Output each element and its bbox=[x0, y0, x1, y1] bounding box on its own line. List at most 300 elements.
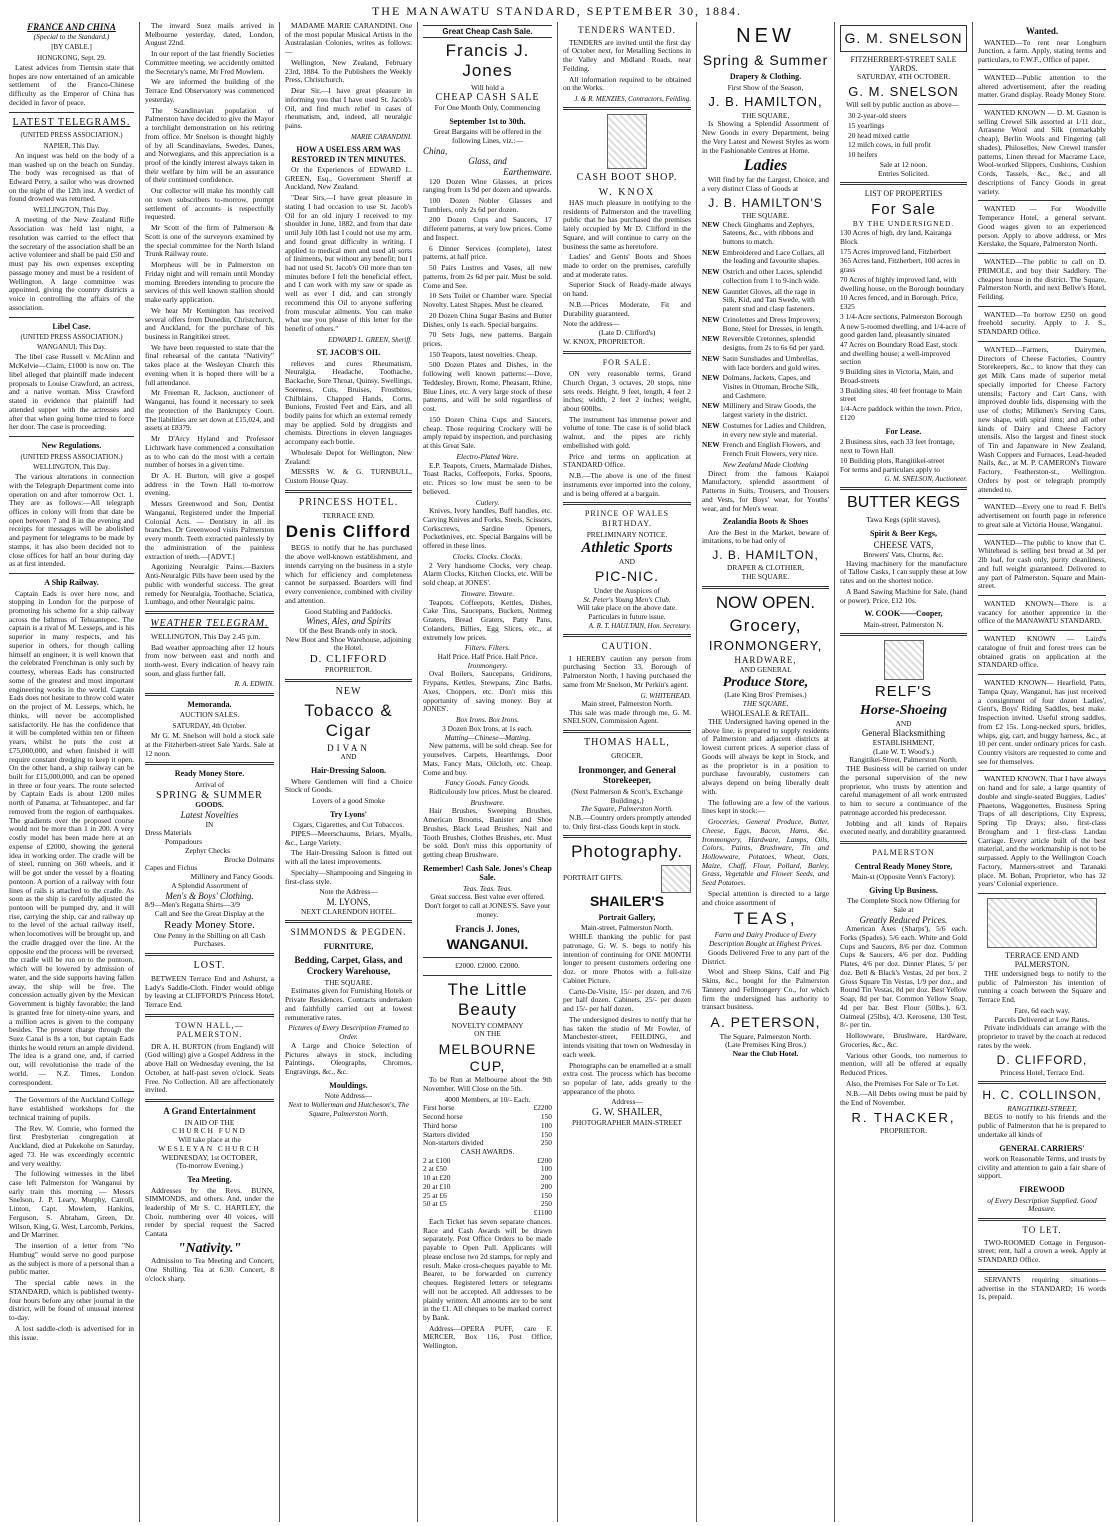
ad-line: FITZHERBERT-STREET SALE YARDS. bbox=[850, 54, 957, 73]
news-item: We hear Mr Kemington has received several offers from Dunedin, Christchurch, and Auckland, for the purchase of his business in Rangitikei street. bbox=[145, 305, 274, 341]
ad-text: Is Showing a Splendid Assortment of New Goods in every Department, being the Very Latest and Newest Styles as worn in the Fashionable Centres at Home. bbox=[702, 119, 829, 155]
ad-line: Good Stabling and Paddocks. bbox=[304, 606, 393, 616]
ad-line: Portrait Gallery, bbox=[598, 913, 656, 923]
divider bbox=[9, 317, 134, 318]
ad-headline: TENDERS WANTED. bbox=[578, 25, 676, 35]
list-item: 9 Building sites in Victoria, Main, and Broad-streets bbox=[840, 367, 954, 385]
ad-line: GENERAL CARRIERS' bbox=[999, 1143, 1085, 1153]
divider bbox=[978, 1218, 1106, 1221]
new-label: NEW bbox=[702, 401, 720, 411]
byline: [BY CABLE.] bbox=[51, 43, 92, 52]
article-text: Mr G. M. Snelson will hold a stock sale at the Fitzherbert-street Sale Yards. Sale at 12 noon. bbox=[145, 731, 274, 758]
ad-text: THE Undersigned having opened in the above line, is prepared to supply residents of Palmerston and adjacent districts at lowest current prices. A superior class of Goods will always be kept in Stock, and as the proprietor is in a position to purchase favourably, customers can always depend on being liberally dealt with. bbox=[702, 717, 829, 796]
ad-line: CASH AWARDS. bbox=[460, 1147, 515, 1157]
ad-text: Or the Experiences of EDWARD L. GREEN, Esq., Government Sheriff at Auckland, New Zealand. bbox=[285, 164, 412, 192]
ad-line: IN AID OF THE bbox=[184, 1117, 235, 1127]
headline-latest-telegrams: LATEST TELEGRAMS. bbox=[12, 116, 131, 128]
dateline: NAPIER, This Day. bbox=[43, 141, 100, 150]
ad-headline: Ready Money Store. bbox=[174, 769, 245, 779]
ad-headline: Wanted. bbox=[1025, 26, 1059, 36]
ad-line: "Nativity." bbox=[177, 1240, 242, 1256]
ad-text: Hair Brushes, Sweeping Brushes, American Brooms, Banister and Shoe Brushes, Black Lead Brushes, Nail and Tooth Brushes, Clothes Brushes, etc. Must be sold. Don't miss this opportunity of getting cheap Brushware. bbox=[423, 806, 552, 860]
ad-line: IRONMONGERY, bbox=[708, 637, 823, 653]
divider bbox=[978, 306, 1106, 307]
ad-line: Millinery and Fancy Goods. bbox=[190, 872, 274, 882]
new-label: NEW bbox=[702, 267, 720, 277]
list-item: 3 1/4-Acre sections, Palmerston Borough bbox=[840, 311, 963, 321]
ad-text: 50 Pairs Lustres and Vases, all new patterns, from 2s 6d per pair. Must be sold. Come and See. bbox=[423, 263, 552, 290]
ad-line: Latest Novelties bbox=[180, 810, 239, 821]
ad-line: Central Ready Money Store, bbox=[854, 861, 953, 871]
owl-illustration bbox=[607, 114, 647, 169]
ad-headline: TO LET. bbox=[1022, 1225, 1062, 1236]
divider bbox=[9, 573, 134, 574]
news-item: A lost saddle-cloth is advertised for in this issue. bbox=[9, 1323, 134, 1342]
article-text: A meeting of the New Zealand Rifle Association was held last night, a resolution was carried to the effect that the secretary of the association shall be an active volunteer and shall be paid £50 and must pay his own expenses excepting passage money and must be a resident of Wellington. A large committee was appointed, giving the country districts a voice in controlling the affairs of the association. bbox=[9, 215, 134, 312]
ad-line: September 1st to 30th. bbox=[449, 116, 526, 126]
ad-headline: LIST OF PROPERTIES bbox=[864, 189, 943, 199]
ad-line: Matting—Chinese—Matting. bbox=[444, 732, 531, 742]
ad-line: THE SQUARE. bbox=[741, 210, 790, 220]
ad-text: 120 Dozen Wine Glasses, at prices ranging from 1s 9d per dozen and upwards. bbox=[423, 176, 552, 195]
ad-line: Athletic Sports bbox=[581, 539, 673, 556]
ad-text: Knives, Ivory handles, Buff handles, etc. Carving Knives and Forks, Steels, Scissors, Corkscrews, Sardine Openers, Pocketknives, etc. Special Bargains will be offered in these lines. bbox=[423, 506, 552, 551]
ad-text: 20 Dozen China Sugar Basins and Butter Dishes, only 1s each. Special bargains. bbox=[423, 310, 552, 329]
divider bbox=[563, 351, 691, 354]
column-3 bbox=[280, 22, 418, 1522]
ad-line: Francis J. Jones, bbox=[455, 923, 520, 934]
ad-line: Farm and Dairy Produce of Every Description Bought at Highest Prices. bbox=[708, 930, 823, 949]
ad-text: Superior Stock of Ready-made always on hand. bbox=[563, 280, 691, 299]
new-label: NEW bbox=[702, 334, 720, 344]
ad-text: The following are a few of the various lines kept in stock:— bbox=[702, 797, 829, 816]
list-item bbox=[702, 355, 829, 372]
ad-line: W. KNOX bbox=[598, 187, 656, 199]
article-text: Bad weather approaching after 12 hours from now between east and north and north-west. Every indication of heavy rain soon, and glass further fall. bbox=[145, 642, 274, 678]
ad-line: Giving Up Business. bbox=[869, 885, 938, 895]
signature: J. & R. MENZIES, Contractors, Feilding. bbox=[574, 95, 691, 104]
ad-text: 2 Very handsome Clocks, very cheap. Alarm Clocks, Kitchen Clocks, etc. Will be sold cheap, at JONES'. bbox=[423, 560, 552, 588]
divider bbox=[563, 107, 691, 110]
ad-headline: NEW bbox=[335, 685, 362, 697]
ad-line: ON THE bbox=[474, 1029, 501, 1039]
list-item-text: Ostrich and other Laces, splendid collection from 1 to 9-inch wide. bbox=[722, 267, 822, 285]
cash-label: 50 at £5 bbox=[423, 1199, 447, 1209]
ad-line: Electro-Plated Ware. bbox=[456, 451, 519, 461]
camera-illustration bbox=[661, 865, 691, 893]
ad-line: Entries Solicited. bbox=[878, 168, 929, 178]
ad-text: 6 Dinner Services (complete), latest patterns, at half price. bbox=[423, 243, 552, 262]
ad-text: A Band Sawing Machine for Sale, (hand or power). Price, £12 10s. bbox=[840, 586, 967, 605]
ad-line: Box Irons. Box Irons. bbox=[456, 715, 519, 725]
ad-line: D. CLIFFORD, bbox=[996, 1052, 1088, 1067]
ad-headline: Great Cheap Cash Sale. bbox=[423, 25, 552, 38]
ad-text: Wool and Sheep Skins, Calf and Pig Skins, &c., bought for the Palmerston Tannery and Fellmongery Co., for which firm the undersigned has authority to transact business. bbox=[702, 967, 829, 1012]
ad-line: Pompadours bbox=[165, 837, 202, 847]
ad-line: Try Lyons' bbox=[330, 809, 367, 819]
divider bbox=[840, 633, 967, 636]
ad-line: Horse-Shoeing bbox=[859, 703, 948, 719]
ad-text: BEGS to notify that he has purchased the above well-known establishment, and intends carrying on the business in a style which for efficiency and completeness cannot be surpassed. Boarders will find every convenience, combined with civility and attention. bbox=[285, 543, 412, 605]
ad-text: N.B.—Country orders promptly attended to. Only first-class Goods kept in stock. bbox=[563, 813, 691, 831]
ad-line: AND bbox=[340, 752, 357, 762]
news-item: The insertion of a letter from "No Humbug" would serve no good purpose as the subject is more of a personal than a public matter. bbox=[9, 1241, 134, 1277]
ad-text: Hollowware, Brushware, Hardware, Groceries, &c., &c. bbox=[840, 1031, 967, 1049]
ad-line: WANGANUI. bbox=[446, 936, 529, 953]
list-item bbox=[702, 221, 829, 247]
ad-text: Teapots, Coffeepots, Kettles, Dishes, Cake Tins, Saucepans, Buckets, Nutmeg Graters, Bread Graters, Patty Pans, Colanders, Billies, Egg Slices, etc., at extremely low prices. bbox=[423, 597, 552, 642]
ad-text: N.B.—Prices Moderate, Fit and Durability guaranteed. bbox=[563, 299, 691, 318]
prize-value: 150 bbox=[540, 1129, 552, 1139]
ad-text: All information required to be obtained on the Works. bbox=[563, 74, 691, 93]
headline-libel-case: Libel Case. bbox=[52, 321, 91, 331]
cash-value: 250 bbox=[540, 1199, 552, 1209]
article-text: Latest advices from Tientsin state that hopes are now entertained of an amicable settlement of the Franco-Chinese difficulty as the Emperor of China has decided in favor of peace. bbox=[9, 62, 134, 107]
ad-line: PIC-NIC. bbox=[595, 568, 659, 585]
ad-line: Rangitikei-Street, Palmerston North. bbox=[849, 755, 958, 765]
news-item: The special cable news in the STANDARD, which is published twenty-four hours before any other journal in the district, will be found of unusual interest to-day. bbox=[9, 1278, 134, 1323]
prize-value: 150 bbox=[540, 1112, 552, 1122]
list-item bbox=[702, 288, 829, 314]
ad-line: Lovers of a good Smoke bbox=[312, 795, 385, 805]
classified-ad: WANTED — For Woodville Temperance Hotel, a general servant. Good wages given to an experienced person. Apply to above address, or Mrs Kerslake, the Square, Palmerston North. bbox=[978, 204, 1106, 249]
list-item-text: Reversible Cretonnes, splendid designs, from 2s to 6s 6d per yard. bbox=[722, 334, 825, 353]
ad-line: WEDNESDAY, 1st OCTOBER, bbox=[161, 1152, 258, 1162]
divider bbox=[9, 436, 134, 437]
ad-line: MELBOURNE CUP, bbox=[438, 1041, 537, 1074]
ad-text: 150 Dozen China Cups and Saucers, cheap. Those requiring Crockery will be amply repaid by inspection, and purchasing at this Great Sale. bbox=[423, 414, 552, 451]
new-label: NEW bbox=[702, 219, 720, 229]
ad-line: FIREWOOD bbox=[1019, 1185, 1065, 1195]
ad-line: of Every Description Supplied. Good Measure. bbox=[987, 1195, 1097, 1214]
list-item: 70 Acres of highly improved land, with dwelling house, on the Borough boundary bbox=[840, 274, 965, 293]
column-6 bbox=[697, 22, 835, 1522]
ad-line: Particulars in future issue. bbox=[588, 612, 666, 622]
new-label: NEW bbox=[702, 353, 720, 363]
wanted-list bbox=[978, 39, 1106, 894]
ad-headline: TERRACE END AND PALMERSTON. bbox=[1005, 951, 1079, 970]
classified-ad: WANTED KNOWN— Hearfield, Patts, Tampa Quay, Wanganui, has just received a consignment of four dozen Ladies', Gent's, Boys' Riding Saddles, best make. Inspection invited. Useful strong saddles, from £2 15s. Long-necked spurs, bridles, whips, gig, cart, and buggy harness, &c., at 10 per cent. under ordinary prices for cash. Country visitors are requested to come and see for themselves. bbox=[978, 678, 1106, 766]
ad-line: Brocke Dolmans bbox=[224, 854, 274, 864]
divider bbox=[978, 595, 1106, 596]
ad-text: Will sell by public auction as above— bbox=[846, 100, 959, 110]
ad-text: Estimates given for Furnishing Hotels or Private Residences. Contracts undertaken and faithfully carried out at lowest remunerative rates. bbox=[285, 986, 412, 1022]
ad-text: BETWEEN Terrace End and Ashurst, a Lady's Saddle-Cloth. Finder would oblige by leaving at CLIFFORD'S Princess Hotel, Terrace End. bbox=[145, 973, 274, 1010]
article-text: The various alterations in connection with the Telegraph Department come into operation on and after tomorrow Oct. 1. They are as follows:—All telegraph offices in colony will from that date be open between 7 and 8 in the evening and receipts for messages will be abolished and payment for telegrams to be made by stamps, it has also been decided not to close offices for half an hour during day as at first intended. bbox=[9, 472, 134, 569]
ad-text: TENDERS are invited until the first day of October next, for Metalling Sections in the Valley and Midland Roads, near Feilding. bbox=[563, 37, 691, 73]
divider bbox=[978, 893, 1106, 894]
list-item: 10 heifers bbox=[848, 150, 878, 160]
prize-value: 100 bbox=[540, 1120, 552, 1130]
news-item: Our collector will make his monthly call on town subscribers to-morrow, prompt settlement of accounts is respectfully requested. bbox=[145, 186, 274, 222]
ad-line: DRAPER & CLOTHIER, bbox=[727, 563, 804, 573]
divider bbox=[285, 920, 412, 923]
divider bbox=[978, 630, 1106, 631]
prize-label: Starters divided bbox=[423, 1129, 470, 1139]
divider bbox=[145, 1014, 274, 1017]
new-label: NEW bbox=[702, 373, 720, 383]
ad-line: A Splendid Assortment of bbox=[171, 880, 248, 890]
ad-text: 150 Teapots, latest novelties. Cheap. bbox=[429, 349, 537, 359]
ad-line: Zealandia Boots & Shoes bbox=[722, 517, 809, 527]
ad-line: A. PETERSON, bbox=[710, 1014, 821, 1031]
ad-line: New Zealand Made Clothing bbox=[722, 459, 809, 469]
ad-line: The Little Beauty bbox=[447, 979, 528, 1019]
column-2 bbox=[140, 22, 280, 1522]
ad-text: THE undersigned begs to notify to the public of Palmerston his intention of running a coach between the Square and Terrace End. bbox=[978, 968, 1106, 1005]
ad-line: Tea Meeting. bbox=[187, 1175, 232, 1185]
ad-text: Oval Boilers, Saucepans, Gridirons, Frypans, Kettles, Stewpans, Zinc Baths, Axes, Choppers, etc. Don't miss this opportunity of saving money. Buy at JONES'. bbox=[423, 669, 552, 714]
classified-ad: WANTED—Farmers, Dairymen, Directors of Cheese Factories, Country Storekeepers, &c., to know that they can get Milk Cans made of superior metal specially imported for Cheese Factory utensils; Factory and Cart Cans, with improved double lids, dispensing with the use of cloths; Milkmen's Serving Cans, new shape, with spiral rims; and all other kinds of Dairy and Cheese Factory utensils. Also the largest and finest stock of Tin and Japanware in New Zealand, Wash Coppers and Furnaces, Lead-headed Nails, &c., at M. P. CAMERON's Tinware Factory, Featherston-st., Wellington. Orders by post or telegraph promptly attended to. bbox=[978, 344, 1106, 494]
ad-line: Tinware. Tinware. bbox=[460, 588, 515, 598]
ad-text: THE Business will be carried on under the personal supervision of the new proprietor, who trusts by attention and careful management of all work entrusted to him to secure a continuance of the patronage accorded his predecessor. bbox=[840, 764, 967, 817]
ad-line: Francis J. Jones bbox=[445, 41, 530, 81]
classified-ad: WANTED KNOWN — Laird's catalogue of fruit and forest trees can be obtained gratis on application at the STANDARD office. bbox=[978, 634, 1106, 670]
divider bbox=[978, 200, 1106, 201]
article-text: An inquest was held on the body of a man washed up on the beach on Sunday. The body was recognised as that of Edward Perry, a sailor who was drowned on the night of the 12th inst. A verdict of found drowned was returned. bbox=[9, 150, 134, 204]
ad-text: Groceries, General Produce, Butter, Cheese, Eggs, Bacon, Hams, &c. Ironmongery, Hardware, Lamps, Oils, Colors, Paints, Brushware, Tin and Hollowware, Potatoes, Wheat, Oats, Maize, Chaff, Flour, Pollard, Barley, Grass, Vegetable and Flower Seeds, and Seed Potatoes. bbox=[702, 817, 829, 888]
news-item: We have been requested to state that the final rehearsal of the cantata "Nativity" takes place at the Wesleyan Church this evening when it is hoped there will be a full attendance. bbox=[145, 342, 274, 387]
ad-line: NOVELTY COMPANY bbox=[451, 1020, 524, 1030]
ad-line: Teas. Teas. Teas. bbox=[462, 883, 513, 893]
ad-line: (Late King Bros' Premises.) bbox=[724, 690, 807, 700]
ad-headline: PALMERSTON bbox=[872, 848, 935, 858]
ad-text: Address—OPERA PUFF, care F. MERCER, Box 116, Post Office, Wellington. bbox=[423, 1323, 552, 1351]
dateline: WANGANUI, This Day. bbox=[36, 343, 107, 352]
list-item: 130 Acres of high, dry land, Kairanga Block bbox=[840, 228, 952, 246]
list-item bbox=[702, 316, 829, 333]
signature: G. WHITEHEAD. bbox=[640, 691, 691, 700]
ad-text: 500 Dozen Plates and Dishes, in the following well known patterns:—Dove, Teddesley, Brown, Rome, Pheasant, Rhine, Blue Lines, etc. A very large stock of these patterns, and will be sold regardless of cost. bbox=[423, 360, 552, 414]
ad-text: Wholesale Depot for Wellington, New Zealand: bbox=[285, 447, 412, 466]
ad-line: WHOLESALE & RETAIL. bbox=[721, 708, 810, 718]
divider bbox=[978, 1081, 1106, 1084]
ad-line: China, bbox=[423, 145, 448, 156]
ad-headline: NOW OPEN. bbox=[715, 592, 816, 612]
cash-value: 200 bbox=[540, 1173, 552, 1183]
ad-line: General Blacksmithing bbox=[861, 728, 946, 739]
ad-line: Spirit & Beer Kegs, bbox=[870, 528, 937, 538]
ad-line: (To-morrow Evening.) bbox=[176, 1161, 243, 1171]
list-item-text: Gauntlet Gloves, all the rage in Silk, Kid, and Tan Swede, with patent stud and clasp fasteners. bbox=[722, 286, 816, 314]
ad-line: GOODS. bbox=[195, 800, 224, 810]
cash-awards-table bbox=[423, 1157, 552, 1209]
ad-line: M. LYONS, bbox=[326, 897, 371, 908]
ad-text: relieves and cures Rheumatism, Neuralgia, Headache, Toothache, Backache, Sore Throat, Quinsy, Swellings, Soreness, Cuts, Bruises, Frostbites, Chilblains, Chapped Hands, Corns, Bunions, Frosted Feet and Ears, and all bodily pains for which an external remedy may be applied. Sold by druggists and chemists. Directions in eleven languages accompany each bottle. bbox=[285, 358, 412, 447]
ad-headline: SIMMONDS & PEGDEN. bbox=[290, 927, 407, 938]
ad-line: Ready Money Store. bbox=[164, 918, 255, 931]
ad-line: TERRACE END. bbox=[322, 510, 375, 520]
ad-line: St. Peter's Young Men's Club. bbox=[583, 594, 671, 604]
news-item: Mr Scott of the firm of Palmerson & Scott is one of the surveyors examined by the special committee for the North Island Trunk Railway route. bbox=[145, 223, 274, 259]
masthead: THE MANAWATU STANDARD, SEPTEMBER 30, 1884. bbox=[371, 4, 743, 18]
ad-line: (Late Premises King Bros.) bbox=[725, 1040, 806, 1050]
prize-table bbox=[423, 1104, 552, 1148]
ad-line: For Sale bbox=[871, 200, 936, 218]
ad-line: Tawa Kegs (split staves), bbox=[866, 515, 941, 525]
divider bbox=[423, 957, 552, 958]
ad-line: Main-street, Palmerston North. bbox=[581, 923, 673, 933]
column-5 bbox=[558, 22, 697, 1522]
list-item: 365 Acres land, Fitzherbert, 100 acres in grass bbox=[840, 256, 960, 275]
news-item: In our report of the last friendly Societies Committee meeting, we accidently omitted the Secretary's name, Mr Fred Mowlem. bbox=[145, 49, 274, 76]
prize-label: First horse bbox=[423, 1103, 455, 1113]
divider bbox=[563, 502, 691, 505]
ad-line: Don't forget to call at JONES'S. Save your money. bbox=[424, 901, 551, 919]
dateline: WELLINGTON, This Day. bbox=[33, 206, 110, 215]
ad-line: R. THACKER, bbox=[851, 1109, 956, 1125]
ad-text: Carte-De-Visite, 15/- per dozen, and 7/6 per half dozen. Cabinets, 25/- per dozen and 15/- per half dozen. bbox=[563, 986, 691, 1014]
list-item: 1/4-Acre paddock within the town. Price, £120 bbox=[840, 404, 963, 422]
divider bbox=[145, 693, 274, 696]
ad-text: This sale was made through me, G. M. SNELSON, Commission Agent. bbox=[563, 707, 691, 726]
ad-line: CHEAP CASH SALE bbox=[435, 92, 540, 104]
list-item-text: Millinery and Straw Goods, the largest variety in the district. bbox=[722, 401, 817, 420]
ad-text: I HEREBY caution any person from purchasing Section 33, Borough of Palmerston North, I having purchased the same from Mr Snelson, Mr Perkin's agent. bbox=[563, 653, 691, 689]
ad-headline: FOR SALE. bbox=[602, 357, 652, 367]
column-4 bbox=[418, 22, 558, 1522]
classified-ad: WANTED KNOWN—There is a vacancy for another apprentice in the office of the MANAWATU STANDARD. bbox=[978, 599, 1106, 626]
ad-line: Fancy Goods. Fancy Goods. bbox=[445, 778, 530, 788]
news-item: Mr D'Arcy Hyland and Professor Lichtwark have commenced a consultation as to who can do the most with a certain number of horses in a given time. bbox=[145, 434, 274, 470]
ad-line: G. M. SNELSON bbox=[848, 84, 959, 100]
ad-headline: THOMAS HALL, bbox=[584, 737, 670, 749]
ad-line: ESTABLISHMENT, bbox=[872, 738, 935, 748]
ad-line: Greatly Reduced Prices. bbox=[859, 914, 948, 925]
divider bbox=[978, 341, 1106, 342]
ad-headline: A Grand Entertainment bbox=[163, 1106, 256, 1117]
list-item bbox=[702, 335, 829, 352]
classified-ad: WANTED—To rent near Longburn Junction, a farm. Apply, stating terms and particulars, to F.W.F., Office of paper. bbox=[978, 37, 1106, 65]
ad-line: Fare, 6d each way. bbox=[1014, 1005, 1070, 1015]
divider bbox=[978, 253, 1106, 254]
ad-line: Cigars, Cigarettes, and Cut Tobaccos. bbox=[292, 820, 405, 830]
ad-text: Special attention is directed to a large and choice assortment of bbox=[702, 888, 829, 907]
ad-text: 200 Dozen Cups and Saucers, 17 different patterns, at very low prices. Come and Inspect. bbox=[423, 215, 552, 242]
classified-ad: WANTED—The public to know that C. Whitehead is selling best bread at 3d per 2lb loaf, for cash only, purity cleanliness, and full weight guaranteed. Delivered to any part of Palmerston. Square and Main-street. bbox=[978, 537, 1106, 591]
cash-value: 150 bbox=[540, 1190, 552, 1200]
list-item bbox=[702, 249, 829, 266]
news-item: The Rev. W. Comrie, who formed the first Presbyterian congregation at Auckland, died at Pukekohe on Saturday, aged 73. He was exceedingly eccentric and very wealthy. bbox=[9, 1123, 134, 1168]
ad-line: SPRING & SUMMER bbox=[156, 789, 263, 801]
ad-line: THE SQUARE, bbox=[741, 110, 790, 120]
ad-text: Ladies' and Gents' Boots and Shoes made to order on the premises, carefully and at moderate rates. bbox=[563, 252, 691, 279]
ad-line: AND GENERAL bbox=[739, 664, 792, 674]
cash-label: 25 at £6 bbox=[423, 1190, 447, 1200]
list-item bbox=[702, 441, 829, 458]
ad-line: First Show of the Season, bbox=[727, 82, 804, 92]
news-item: Dr A. H. Burton, will give a gospel address in the Town Hall to-morrow evening. bbox=[145, 470, 274, 498]
news-item: Messrs Greenwood and Son, Dentist Wanganui, Registered under the Imperial Colonial Acts. — Dentistry in all its branches. Dr Greenwood visits Palmerston every month. Teeth extracted painlessly by the administration of the painless extraction of teeth.—[ADVT.] bbox=[145, 499, 274, 561]
ad-text: HAS much pleasure in notifying to the residents of Palmerston and the travelling public that he has purchased the premises lately occupied by Mr D. Clifford in the Square, and will continue to carry on the business the same as heretofore. bbox=[563, 197, 691, 251]
ad-line: Ironmongery. bbox=[467, 660, 508, 670]
divider bbox=[285, 490, 412, 493]
ad-line: THE SQUARE, bbox=[742, 698, 789, 708]
ad-line: Capes and Fichus bbox=[145, 863, 198, 873]
classified-ad: WANTED KNOWN — D. M. Gasnon is selling Crewel Silk assorted at 1/11 doz., Arrasene Wool and Silk (remarkably cheap), Berlin Wools and Fingering (all shades), Philoselles, New Crewel transfer patterns, Linen thread for Macrame Lace, Wool-worked Slippers, Cushions, Cushion Cords, Tassels, &c., &c., and all descriptions of Fancy Goods in great variety. bbox=[978, 108, 1106, 196]
divider bbox=[145, 953, 274, 956]
list-item: 15 yearlings bbox=[848, 120, 885, 130]
ad-text: Also, the Premises For Sale or To Let. bbox=[846, 1078, 959, 1088]
ad-text: 70 Sets Jugs, new patterns. Bargain prices. bbox=[423, 330, 552, 349]
divider bbox=[840, 182, 967, 185]
ad-line: Of the Best Brands only in stock. bbox=[299, 625, 398, 635]
ad-line: Clocks. Clocks. Clocks. bbox=[452, 551, 523, 561]
ad-line: For terms and particulars apply to bbox=[840, 465, 940, 475]
ad-text: work on Reasonable Terms, and trusts by civility and attention to gain a fair share of support. bbox=[978, 1153, 1106, 1181]
ad-line: Near the Club Hotel. bbox=[732, 1049, 799, 1059]
ad-line: Arrival of bbox=[194, 779, 225, 789]
ad-line: 3 Dozen Box Irons, at 1s each. bbox=[442, 723, 533, 733]
ad-text: 10 Sets Toilet or Chamber ware. Special Novelty. Latest Shapes. Must be cleared. bbox=[423, 291, 552, 310]
divider bbox=[978, 104, 1106, 105]
headline-ship-railway: A Ship Railway. bbox=[44, 578, 99, 588]
cash-row bbox=[423, 1200, 552, 1209]
list-item: 3 Building sites, 40 feet frontage to Main street bbox=[840, 385, 962, 404]
column-7 bbox=[835, 22, 973, 1522]
property-list bbox=[840, 229, 967, 422]
ad-line: G. W. SHAILER, bbox=[591, 1107, 663, 1119]
headline-france-china: FRANCE AND CHINA bbox=[27, 22, 116, 32]
prize-label: Third horse bbox=[423, 1120, 458, 1130]
ad-line: CHEESE VATS, bbox=[873, 540, 934, 551]
ad-line: 4000 Members, at 10/- Each. bbox=[444, 1094, 531, 1104]
ad-headline: Photography. bbox=[571, 842, 683, 862]
ad-line: 8/9—Men's Regatta Shirts—3/9 bbox=[145, 900, 240, 910]
ad-line: J. B. HAMILTON'S bbox=[708, 195, 823, 210]
ad-line: Mouldings. bbox=[329, 1080, 368, 1090]
classified-ad: WANTED—To borrow £250 on good freehold security. Apply to J. S., STANDARD Office. bbox=[978, 309, 1106, 337]
signature: R. A. EDWIN. bbox=[234, 680, 274, 689]
ad-line: Dress Materials bbox=[145, 828, 192, 838]
ad-text: Goods Delivered Free to any part of the District. bbox=[702, 947, 829, 966]
ad-line: Filters. Filters. bbox=[465, 643, 510, 653]
ad-text: MADAME MARIE CARANDINI. One of the most popular Musical Artists in the Australasian Colonies, writes as follows:— bbox=[285, 22, 412, 57]
byline: (UNITED PRESS ASSOCIATION.) bbox=[20, 332, 123, 341]
subhead: AUCTION SALES. bbox=[179, 710, 240, 720]
new-label: NEW bbox=[702, 247, 720, 257]
cash-value: 100 bbox=[540, 1164, 552, 1174]
ad-headline: CAUTION. bbox=[601, 641, 653, 652]
ad-line: For Lease. bbox=[885, 426, 922, 436]
ad-line: Great Bargains will be offered in the following Lines, viz.:— bbox=[433, 127, 542, 145]
ad-text: A Large and Choice Selection of Pictures always in stock, including Paintings, Oleographs, Chromos, Engravings, &c., &c. bbox=[285, 1040, 412, 1076]
ad-headline: H. C. COLLINSON, bbox=[982, 1088, 1102, 1103]
ad-line: (Late W. T. Wood's.) bbox=[873, 746, 934, 756]
ad-line: The Square, Palmerston North. bbox=[580, 804, 674, 814]
article-text: The libel case Russell v. McAlinn and McKelvie—Claim, £1000 is now on. The libel alleged that plaintiff made indecent proposals to Louise Crawford, an actress, and a native woman. Miss Crawford stated in evidence that plaintiff had attended supper with the actresses and after that when going home tried to force her door. The case is proceeding. bbox=[9, 352, 134, 432]
ad-line: PRELIMINARY NOTICE. bbox=[586, 530, 668, 540]
ad-line: J. B. HAMILTON, bbox=[708, 94, 823, 110]
cash-label: 20 at £10 bbox=[423, 1181, 451, 1191]
article-text: Captain Eads is over here now, and stopping in London for the purpose of promoting his scheme for a ship railway across the Isthmus of Tehuantepec. The captain is a rival of M. Lesseps, and is his superior in many respects, and his superior in others, for though calling himself an engineer, it is well known that the celebrated Frenchman is only such by courtesy, whereas Eads has constructed some of the greatest and most important engineering works in the world. Captain Eads does not hesitate to throw cold water on the project of M. Lesseps, which, he thinks, will never be accomplished satisfactorily. He has the confidence that it will be completed within ten or fifteen years, whilst he puts the cost at £75,000,000, and when finished it will require constant dredging to keep it open. On the other hand, a ship railway can be built for £15,000,000, and can be opened in three or four years. The route selected by Captain Eads is about 1200 miles north of Panama, at Tehuantepec, and far removed from the region of earthquakes. The gradients over the proposed course would not be more than 1 in 200. A very costly model has been made here at an expense of £2000, showing the general idea in working order. The cradle will be of steel, running on 360 wheels, and it will be got under the vessel by a floating pontoon. A portion of a railway with four lines of rails is attached to the cradle. As soon as the ship is carefully adjusted the pontoon will be pumped dry, and it will rise, carrying the ship, car and railway up to the level of the actual railway itself, when locomotives will be brought up, and the cradle dragged over the line. At the opposite end the process will be reversed; the cradle will be run on to the pontoon, which will be lowered by admission of water, and the side supports having fallen away, the ship will be free. The concession actually given by the Mexican Government is highly favorable; the land is granted free for ninety-nine years, and a million acres is given to the company besides. The present charge through the Suez Canal is 8s a ton, but captain Eads thinks he would return an ample dividend. The idea is a grand one, and, if carried out, will revolutionise the trade of the world. — N.Z. Times, London correspondent. bbox=[9, 588, 134, 1087]
list-item bbox=[702, 374, 829, 400]
ad-line: Drapery & Clothing. bbox=[729, 72, 802, 82]
divider bbox=[285, 679, 412, 682]
list-item: 10 Acres fenced, and in Borough. Price, £325 bbox=[840, 293, 959, 312]
ad-text: E.P. Teapots, Cruets, Marmalade Dishes, Toast Racks, Coffeepots, Forks, Spoons, etc. Prices so low must be seen to be believed. bbox=[423, 460, 552, 496]
ad-line: One Penny in the Shilling on all Cash Purchases. bbox=[153, 930, 266, 949]
ad-line: Wines, Ales, and Spirits bbox=[305, 616, 392, 627]
ad-line: Grocery, bbox=[729, 615, 802, 635]
column-1 bbox=[4, 22, 140, 1522]
list-item: 10 Building plots, Rangitikei-street bbox=[840, 455, 945, 465]
news-item: The following witnesses in the libel case left Palmerston for Wanganui by early train this morning — Messrs Snelson, J. P. Leary, Murphy, Carroll, Linton, Capt. Mowlem, Hankins, Ferguson, S. Abraham, Green, Dr. Wilson, King, G. West, Larcomb, Perkins, and Dr Marriner. bbox=[9, 1169, 134, 1240]
new-label: NEW bbox=[702, 286, 720, 296]
horseshoe-illustration bbox=[884, 640, 924, 680]
new-label: NEW bbox=[702, 314, 720, 324]
ad-line: GROCER, bbox=[611, 750, 643, 760]
